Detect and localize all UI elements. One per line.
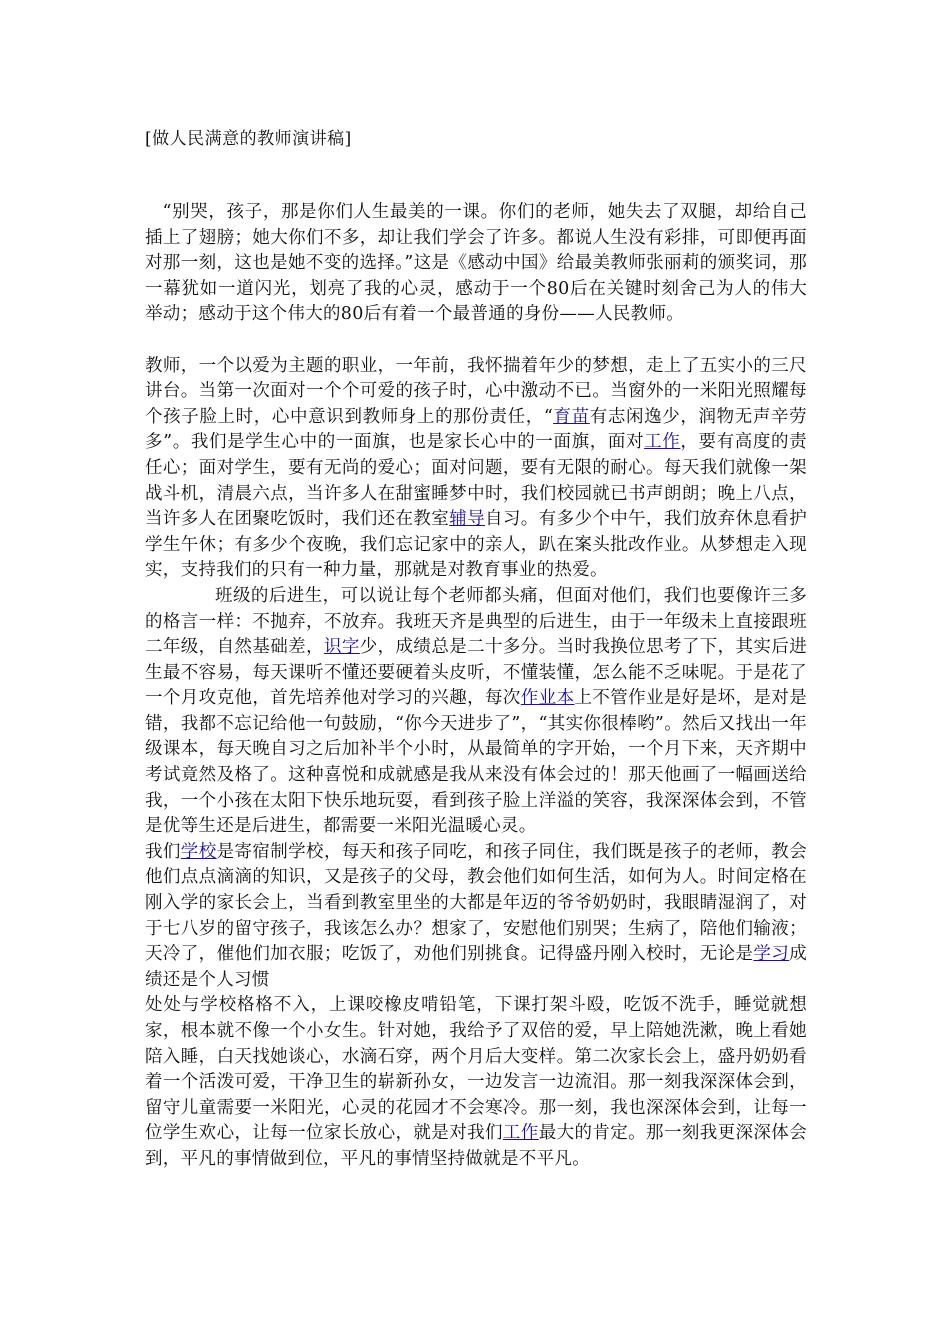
document-body — [145, 200, 807, 1173]
paragraph-text: 班级的后进生，可以说让每个老师都头痛，但面对他们，我们也要像许三多的格言一样：不抛弃，不放弃。我班天齐是典型的后进生，由于一年级未上直接跟班二年级，自然基础差， — [145, 585, 807, 658]
paragraph-text: 处处与学校格格不入，上课咬橡皮啃铅笔，下课打架斗殴，吃饭不洗手，睡觉就想家，根本就不像一个小女生。针对她，我给予了双倍的爱，早上陪她洗漱，晚上看她陪入睡，白天找她谈心，水滴石穿，两个月后大变样。第二次家长会上，盛丹奶奶看着一个活泼可爱，干净卫生的崭新孙女，一边发言一边流泪。那一刻我深深体会到，留守儿童需要一米阳光，心灵的花园才不会寒冷。那一刻，我也深深体会到，让每一位学生欢心，让每一位家长放心，就是对我们 — [145, 995, 807, 1144]
paragraph-text: 成绩还是个人习惯 — [145, 944, 807, 990]
link-gongzuo-2[interactable]: 工作 — [502, 1123, 539, 1144]
paragraph-text: 我们 — [145, 841, 181, 862]
link-shizi[interactable]: 识字 — [323, 637, 360, 658]
paragraph-text: 上不管作业是好是坏，是对是错，我都不忘记给他一句鼓励，“你今天进步了”，“其实你很棒哟”。然后又找出一年级课本，每天晚自习之后加补半个小时，从最简单的字开始，一个月下来，天齐期中考试竟然及格了。这种喜悦和成就感是我从来没有体会过的！那天他画了一幅画送给我，一个小孩在太阳下快乐地玩耍，看到孩子脸上洋溢的笑容，我深深体会到，不管是优等生还是后进生，都需要一米阳光温暖心灵。 — [145, 688, 807, 837]
link-xuexiao[interactable]: 学校 — [180, 841, 217, 862]
paragraph-text: 少，成绩总是二十多分。当时我换位思考了下，其实后进生最不容易，每天课听不懂还要硬着头皮听，不懂装懂，怎么能不乏味呢。于是花了一个月攻克他，首先培养他对学习的兴趣，每次 — [145, 637, 808, 709]
paragraph-text: 自习。有多少个中午，我们放弃休息看护学生午休；有多少个夜晚，我们忘记家中的亲人，趴在案头批改作业。从梦想走入现实，支持我们的只有一种力量，那就是对教育事业的热爱。 — [145, 509, 807, 581]
paragraph-boarding-school — [145, 840, 807, 994]
paragraph-text: 教师，一个以爱为主题的职业，一年前，我怀揣着年少的梦想，走上了五实小的三尺讲台。当第一次面对一个个可爱的孩子时，心中激动不已。当窗外的一米阳光照耀每个孩子脸上时，心中意识到教师身上的那份责任，“ — [145, 355, 807, 427]
paragraph-gap — [145, 328, 807, 354]
link-zuoyeben[interactable]: 作业本 — [520, 688, 575, 709]
paragraph-struggling-student — [145, 584, 807, 840]
link-yumiao[interactable]: 育苗 — [553, 406, 590, 427]
paragraph-left-behind-child — [145, 993, 807, 1172]
link-xuexi[interactable]: 学习 — [753, 944, 790, 965]
paragraph-text: 是寄宿制学校，每天和孩子同吃，和孩子同住，我们既是孩子的老师，教会他们点点滴滴的知识，又是孩子的父母，教会他们如何生活，如何为人。时间定格在刚入学的家长会上，当看到教室里坐的大都是年迈的爷爷奶奶时，我眼睛湿润了，对于七八岁的留守孩子，我该怎么办？想家了，安慰他们别哭；生病了，陪他们输液；天冷了，催他们加衣服；吃饭了，劝他们别挑食。记得盛丹刚入校时，无论是 — [145, 841, 807, 965]
paragraph-award-quote — [145, 200, 807, 328]
paragraph-text: 有志闲逸少，润物无声辛劳多”。我们是学生心中的一面旗，也是家长心中的一面旗，面对 — [145, 406, 807, 453]
document-title: [做人民满意的教师演讲稿] — [145, 129, 352, 149]
paragraph-text: ，要有高度的责任心；面对学生，要有无尚的爱心；面对问题，要有无限的耐心。每天我们就像一架战斗机，清晨六点，当许多人在甜蜜睡梦中时，我们校园就已书声朗朗；晚上八点，当许多人在团聚吃饭时，我们还在教室 — [145, 432, 807, 530]
link-gongzuo[interactable]: 工作 — [644, 432, 681, 453]
paragraph-text: “别哭，孩子，那是你们人生最美的一课。你们的老师，她失去了双腿，却给自己插上了翅膀；她大你们不多，却让我们学会了许多。都说人生没有彩排，可即便再面对那一刻，这也是她不变的选择。”这是《感动中国》给最美教师张丽莉的颁奖词，那一幕犹如一道闪光，划亮了我的心灵，感动于一个80后在关键时刻舍己为人的伟大举动；感动于这个伟大的80后有着一个最普通的身份——人民教师。 — [145, 202, 807, 325]
paragraph-text: 最大的肯定。那一刻我更深深体会到，平凡的事情做到位，平凡的事情坚持做就是不平凡。 — [145, 1123, 808, 1169]
paragraph-teacher-profession — [145, 354, 807, 584]
link-fudao[interactable]: 辅导 — [449, 509, 485, 530]
